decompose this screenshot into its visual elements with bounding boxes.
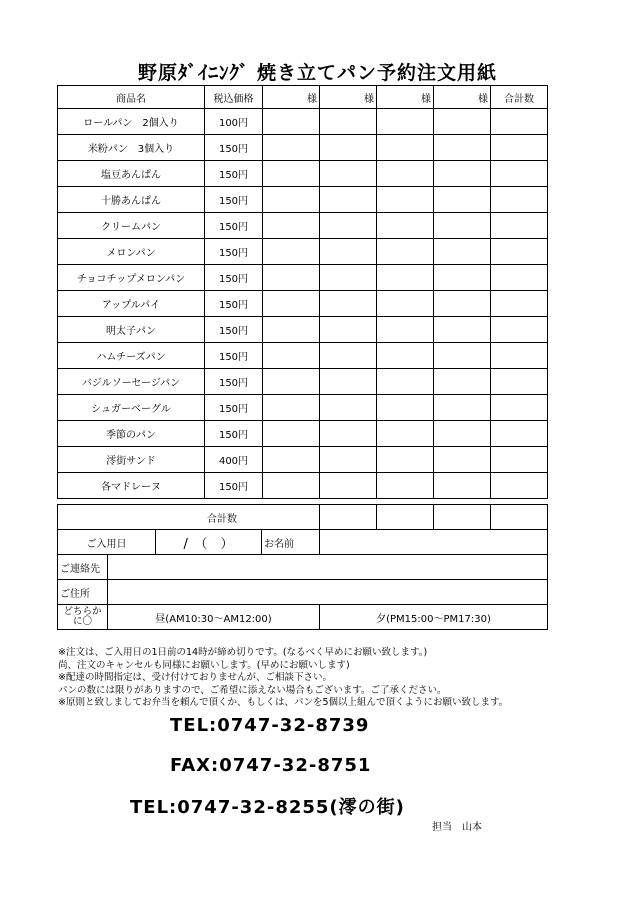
table-row	[58, 447, 548, 473]
quantity-cell[interactable]	[263, 239, 320, 265]
contact-row	[58, 555, 548, 580]
row-total-cell[interactable]	[491, 109, 548, 135]
table-row	[58, 161, 548, 187]
quantity-cell[interactable]	[263, 187, 320, 213]
product-price: 150円	[205, 239, 263, 265]
note-line: ※配達の時間指定は、受け付けておりませんが、ご相談下さい。	[58, 672, 332, 683]
quantity-cell[interactable]	[377, 239, 434, 265]
table-row	[58, 265, 548, 291]
quantity-cell[interactable]	[434, 135, 491, 161]
quantity-cell[interactable]	[320, 447, 377, 473]
quantity-cell[interactable]	[434, 473, 491, 499]
quantity-cell[interactable]	[263, 291, 320, 317]
table-row	[58, 473, 548, 499]
quantity-cell[interactable]	[320, 161, 377, 187]
quantity-cell[interactable]	[263, 395, 320, 421]
quantity-cell[interactable]	[434, 343, 491, 369]
quantity-cell[interactable]	[434, 421, 491, 447]
form-title: 野原ﾀﾞｲﾆﾝｸﾞ 焼き立てパン予約注文用紙	[137, 62, 498, 84]
quantity-cell[interactable]	[377, 187, 434, 213]
date-label: ご入用日	[58, 530, 156, 555]
table-row	[58, 109, 548, 135]
quantity-cell[interactable]	[377, 369, 434, 395]
note-line: ※原則と致しましてお弁当を頼んで頂くか、もしくは、パンを5個以上組んで頂くようにお願い致します。	[58, 697, 509, 708]
quantity-cell[interactable]	[263, 135, 320, 161]
row-total-cell[interactable]	[491, 135, 548, 161]
row-total-cell[interactable]	[491, 213, 548, 239]
quantity-cell[interactable]	[263, 473, 320, 499]
product-name: ロールパン 2個入り	[58, 109, 205, 135]
quantity-cell[interactable]	[263, 369, 320, 395]
notes	[58, 647, 508, 710]
product-name: アップルパイ	[58, 291, 205, 317]
row-total-cell[interactable]	[491, 317, 548, 343]
product-price: 150円	[205, 265, 263, 291]
quantity-cell[interactable]	[263, 161, 320, 187]
quantity-cell[interactable]	[320, 369, 377, 395]
quantity-cell[interactable]	[320, 317, 377, 343]
total-row	[58, 505, 548, 530]
product-name: 十勝あんぱん	[58, 187, 205, 213]
product-price: 150円	[205, 421, 263, 447]
row-total-cell[interactable]	[491, 421, 548, 447]
choice-label-line1: どちらか	[63, 606, 102, 617]
row-total-cell[interactable]	[491, 291, 548, 317]
quantity-cell[interactable]	[377, 161, 434, 187]
header-product: 商品名	[58, 86, 205, 109]
product-price: 100円	[205, 109, 263, 135]
quantity-cell[interactable]	[320, 421, 377, 447]
quantity-cell[interactable]	[377, 109, 434, 135]
quantity-cell[interactable]	[320, 343, 377, 369]
date-field[interactable]: / （ ）	[156, 530, 262, 555]
table-row	[58, 343, 548, 369]
lunch-option[interactable]: 昼(AM10:30～AM12:00)	[108, 605, 320, 630]
table-row	[58, 395, 548, 421]
row-total-cell[interactable]	[491, 161, 548, 187]
quantity-cell[interactable]	[320, 187, 377, 213]
table-row	[58, 239, 548, 265]
quantity-cell[interactable]	[263, 265, 320, 291]
product-name: 各マドレーヌ	[58, 473, 205, 499]
table-row	[58, 291, 548, 317]
quantity-cell[interactable]	[434, 187, 491, 213]
product-price: 150円	[205, 213, 263, 239]
order-table	[57, 85, 548, 499]
quantity-cell[interactable]	[320, 135, 377, 161]
quantity-cell[interactable]	[434, 291, 491, 317]
row-total-cell[interactable]	[491, 265, 548, 291]
tel-minato: TEL:0747-32-8255(澪の街)	[130, 797, 405, 818]
choice-label-line2: に〇	[72, 616, 92, 627]
quantity-cell[interactable]	[377, 135, 434, 161]
quantity-cell[interactable]	[377, 317, 434, 343]
row-total-cell[interactable]	[491, 187, 548, 213]
product-name: 澪街サンド	[58, 447, 205, 473]
quantity-cell[interactable]	[320, 239, 377, 265]
quantity-cell[interactable]	[320, 395, 377, 421]
quantity-cell[interactable]	[434, 265, 491, 291]
evening-option[interactable]: 夕(PM15:00～PM17:30)	[320, 605, 548, 630]
product-name: 明太子パン	[58, 317, 205, 343]
table-row	[58, 213, 548, 239]
quantity-cell[interactable]	[434, 395, 491, 421]
quantity-cell[interactable]	[377, 213, 434, 239]
staff-name: 担当 山本	[432, 822, 482, 833]
quantity-cell[interactable]	[377, 421, 434, 447]
row-total-cell[interactable]	[491, 369, 548, 395]
header-customer-4: 様	[434, 86, 491, 109]
row-total-cell[interactable]	[491, 447, 548, 473]
note-line: パンの数には限りがありますので、ご希望に添えない場合もございます。ご了承ください。	[58, 684, 447, 696]
quantity-cell[interactable]	[263, 343, 320, 369]
quantity-cell[interactable]	[377, 343, 434, 369]
table-row	[58, 421, 548, 447]
table-row	[58, 317, 548, 343]
row-total-cell[interactable]	[491, 343, 548, 369]
product-name: クリームパン	[58, 213, 205, 239]
quantity-cell[interactable]	[263, 421, 320, 447]
quantity-cell[interactable]	[263, 213, 320, 239]
product-price: 150円	[205, 187, 263, 213]
name-field[interactable]	[320, 530, 548, 555]
product-price: 150円	[205, 369, 263, 395]
quantity-cell[interactable]	[320, 473, 377, 499]
row-total-cell[interactable]	[491, 473, 548, 499]
quantity-cell[interactable]	[377, 265, 434, 291]
quantity-cell[interactable]	[377, 291, 434, 317]
quantity-cell[interactable]	[434, 317, 491, 343]
quantity-cell[interactable]	[377, 473, 434, 499]
address-label: ご住所	[58, 580, 108, 605]
product-name: 季節のパン	[58, 421, 205, 447]
table-row	[58, 135, 548, 161]
product-price: 150円	[205, 161, 263, 187]
table-row	[58, 187, 548, 213]
product-name: バジルソーセージパン	[58, 369, 205, 395]
header-total: 合計数	[491, 86, 548, 109]
quantity-cell[interactable]	[320, 213, 377, 239]
product-name: チョコチップメロンパン	[58, 265, 205, 291]
address-field[interactable]	[108, 580, 548, 605]
product-price: 150円	[205, 343, 263, 369]
product-price: 150円	[205, 135, 263, 161]
quantity-cell[interactable]	[320, 109, 377, 135]
time-choice-row	[58, 605, 548, 630]
quantity-cell[interactable]	[263, 109, 320, 135]
product-price: 150円	[205, 473, 263, 499]
row-total-cell[interactable]	[491, 395, 548, 421]
total-cell-1[interactable]	[320, 505, 377, 530]
total-cell-3[interactable]	[434, 505, 491, 530]
note-line: ※注文は、ご入用日の1日前の14時が締め切りです。(なるべく早めにお願い致します。)	[58, 647, 428, 658]
product-name: 米粉パン 3個入り	[58, 135, 205, 161]
table-row	[58, 369, 548, 395]
quantity-cell[interactable]	[320, 265, 377, 291]
quantity-cell[interactable]	[434, 239, 491, 265]
name-label: お名前	[262, 530, 320, 555]
product-name: メロンパン	[58, 239, 205, 265]
contact-label: ご連絡先	[58, 555, 108, 580]
contact-field[interactable]	[108, 555, 548, 580]
quantity-cell[interactable]	[377, 447, 434, 473]
total-cell-2[interactable]	[377, 505, 434, 530]
product-price: 150円	[205, 317, 263, 343]
form-table	[57, 504, 548, 630]
total-label: 合計数	[58, 505, 320, 530]
fax-number: FAX:0747-32-8751	[170, 755, 372, 776]
quantity-cell[interactable]	[434, 109, 491, 135]
quantity-cell[interactable]	[434, 213, 491, 239]
date-row	[58, 530, 548, 555]
quantity-cell[interactable]	[377, 395, 434, 421]
header-price: 税込価格	[205, 86, 263, 109]
total-cell-4[interactable]	[491, 505, 548, 530]
product-price: 400円	[205, 447, 263, 473]
header-customer-1: 様	[263, 86, 320, 109]
tel-main: TEL:0747-32-8739	[170, 715, 370, 736]
header-customer-2: 様	[320, 86, 377, 109]
product-name: ハムチーズパン	[58, 343, 205, 369]
product-price: 150円	[205, 291, 263, 317]
header-customer-3: 様	[377, 86, 434, 109]
product-name: 塩豆あんぱん	[58, 161, 205, 187]
quantity-cell[interactable]	[320, 291, 377, 317]
product-name: シュガーベーグル	[58, 395, 205, 421]
quantity-cell[interactable]	[263, 317, 320, 343]
quantity-cell[interactable]	[434, 369, 491, 395]
quantity-cell[interactable]	[434, 447, 491, 473]
note-line: 尚、注文のキャンセルも同様にお願いします。(早めにお願いします)	[58, 659, 350, 671]
choice-label	[58, 605, 108, 630]
table-header-row	[58, 86, 548, 109]
product-price: 150円	[205, 395, 263, 421]
row-total-cell[interactable]	[491, 239, 548, 265]
quantity-cell[interactable]	[263, 447, 320, 473]
address-row	[58, 580, 548, 605]
quantity-cell[interactable]	[434, 161, 491, 187]
